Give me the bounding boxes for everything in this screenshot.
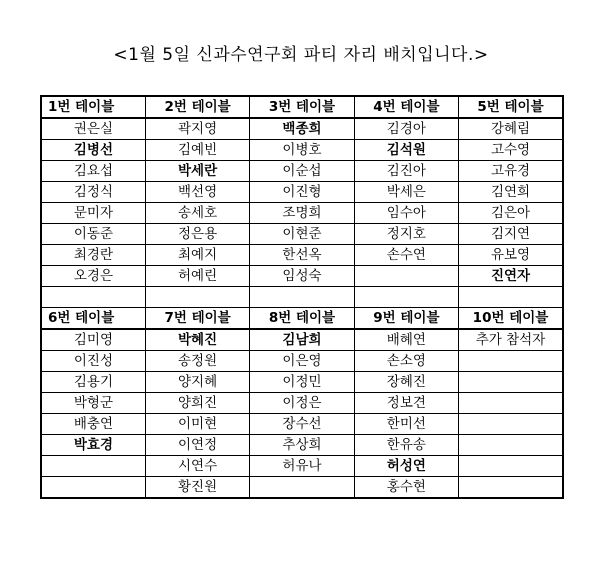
guest-cell: 이정민 bbox=[250, 372, 354, 393]
table-header-7: 7번 테이블 bbox=[145, 308, 249, 330]
guest-cell: 김진아 bbox=[354, 161, 458, 182]
guest-cell: 배혜연 bbox=[354, 329, 458, 351]
guest-cell bbox=[41, 456, 145, 477]
guest-cell: 김은아 bbox=[459, 203, 563, 224]
guest-cell: 한미선 bbox=[354, 414, 458, 435]
empty-cell bbox=[41, 287, 145, 308]
guest-cell bbox=[459, 435, 563, 456]
guest-cell: 박효경 bbox=[41, 435, 145, 456]
guest-cell bbox=[459, 414, 563, 435]
guest-cell: 홍수현 bbox=[354, 477, 458, 499]
guest-cell: 박세란 bbox=[145, 161, 249, 182]
guest-cell: 손소영 bbox=[354, 351, 458, 372]
guest-cell: 추가 참석자 bbox=[459, 329, 563, 351]
table-header-3: 3번 테이블 bbox=[250, 96, 354, 118]
guest-cell: 정지호 bbox=[354, 224, 458, 245]
guest-cell: 정보견 bbox=[354, 393, 458, 414]
seating-table bbox=[40, 95, 564, 499]
table-row bbox=[41, 414, 563, 435]
guest-cell: 송세호 bbox=[145, 203, 249, 224]
table-row bbox=[41, 203, 563, 224]
guest-cell: 한선옥 bbox=[250, 245, 354, 266]
guest-cell: 이진형 bbox=[250, 182, 354, 203]
table-row bbox=[41, 161, 563, 182]
table-header-row bbox=[41, 308, 563, 330]
guest-cell: 김용기 bbox=[41, 372, 145, 393]
guest-cell: 이미현 bbox=[145, 414, 249, 435]
guest-cell: 장혜진 bbox=[354, 372, 458, 393]
table-row bbox=[41, 140, 563, 161]
guest-cell: 김병선 bbox=[41, 140, 145, 161]
table-header-1: 1번 테이블 bbox=[41, 96, 145, 118]
guest-cell: 임성숙 bbox=[250, 266, 354, 287]
empty-cell bbox=[459, 287, 563, 308]
guest-cell: 한유송 bbox=[354, 435, 458, 456]
guest-cell bbox=[459, 372, 563, 393]
guest-cell: 문미자 bbox=[41, 203, 145, 224]
guest-cell: 박혜진 bbox=[145, 329, 249, 351]
table-header-row bbox=[41, 96, 563, 118]
table-row bbox=[41, 477, 563, 499]
guest-cell: 김경아 bbox=[354, 118, 458, 140]
guest-cell: 최경란 bbox=[41, 245, 145, 266]
guest-cell bbox=[459, 351, 563, 372]
guest-cell: 김지연 bbox=[459, 224, 563, 245]
table-row bbox=[41, 245, 563, 266]
guest-cell: 이연정 bbox=[145, 435, 249, 456]
guest-cell: 황진원 bbox=[145, 477, 249, 499]
table-row bbox=[41, 435, 563, 456]
guest-cell: 이동준 bbox=[41, 224, 145, 245]
guest-cell bbox=[354, 266, 458, 287]
guest-cell: 김미영 bbox=[41, 329, 145, 351]
table-header-6: 6번 테이블 bbox=[41, 308, 145, 330]
guest-cell: 백선영 bbox=[145, 182, 249, 203]
empty-cell bbox=[250, 287, 354, 308]
spacer-row bbox=[41, 287, 563, 308]
guest-cell: 오경은 bbox=[41, 266, 145, 287]
table-row bbox=[41, 266, 563, 287]
guest-cell: 양희진 bbox=[145, 393, 249, 414]
table-row bbox=[41, 372, 563, 393]
guest-cell: 이정은 bbox=[250, 393, 354, 414]
guest-cell: 송정원 bbox=[145, 351, 249, 372]
guest-cell: 이진성 bbox=[41, 351, 145, 372]
guest-cell: 정은용 bbox=[145, 224, 249, 245]
guest-cell: 이은영 bbox=[250, 351, 354, 372]
table-header-10: 10번 테이블 bbox=[459, 308, 563, 330]
table-header-5: 5번 테이블 bbox=[459, 96, 563, 118]
guest-cell: 허유나 bbox=[250, 456, 354, 477]
guest-cell bbox=[41, 477, 145, 499]
guest-cell: 김정식 bbox=[41, 182, 145, 203]
guest-cell: 최예지 bbox=[145, 245, 249, 266]
guest-cell: 장수선 bbox=[250, 414, 354, 435]
guest-cell: 김남희 bbox=[250, 329, 354, 351]
table-row bbox=[41, 118, 563, 140]
guest-cell: 김연희 bbox=[459, 182, 563, 203]
guest-cell: 곽지영 bbox=[145, 118, 249, 140]
guest-cell bbox=[459, 456, 563, 477]
page-title: <1월 5일 신과수연구회 파티 자리 배치입니다.> bbox=[113, 45, 489, 65]
guest-cell: 권은실 bbox=[41, 118, 145, 140]
guest-cell: 이현준 bbox=[250, 224, 354, 245]
guest-cell: 시연수 bbox=[145, 456, 249, 477]
guest-cell: 이병호 bbox=[250, 140, 354, 161]
guest-cell bbox=[250, 477, 354, 499]
guest-cell: 박세은 bbox=[354, 182, 458, 203]
guest-cell: 김요섭 bbox=[41, 161, 145, 182]
guest-cell: 허예린 bbox=[145, 266, 249, 287]
table-row bbox=[41, 456, 563, 477]
guest-cell: 배충연 bbox=[41, 414, 145, 435]
table-row bbox=[41, 182, 563, 203]
guest-cell: 박형군 bbox=[41, 393, 145, 414]
guest-cell: 허성연 bbox=[354, 456, 458, 477]
guest-cell: 백종희 bbox=[250, 118, 354, 140]
guest-cell bbox=[459, 477, 563, 499]
guest-cell: 고수영 bbox=[459, 140, 563, 161]
table-row bbox=[41, 224, 563, 245]
table-header-2: 2번 테이블 bbox=[145, 96, 249, 118]
guest-cell: 추상희 bbox=[250, 435, 354, 456]
guest-cell: 진연자 bbox=[459, 266, 563, 287]
guest-cell bbox=[459, 393, 563, 414]
guest-cell: 강혜림 bbox=[459, 118, 563, 140]
guest-cell: 유보영 bbox=[459, 245, 563, 266]
empty-cell bbox=[354, 287, 458, 308]
table-row bbox=[41, 393, 563, 414]
table-header-8: 8번 테이블 bbox=[250, 308, 354, 330]
guest-cell: 임수아 bbox=[354, 203, 458, 224]
empty-cell bbox=[145, 287, 249, 308]
guest-cell: 양지혜 bbox=[145, 372, 249, 393]
guest-cell: 손수연 bbox=[354, 245, 458, 266]
guest-cell: 김예빈 bbox=[145, 140, 249, 161]
guest-cell: 고유경 bbox=[459, 161, 563, 182]
table-header-4: 4번 테이블 bbox=[354, 96, 458, 118]
table-row bbox=[41, 329, 563, 351]
guest-cell: 조명희 bbox=[250, 203, 354, 224]
table-header-9: 9번 테이블 bbox=[354, 308, 458, 330]
guest-cell: 이순섭 bbox=[250, 161, 354, 182]
guest-cell: 김석원 bbox=[354, 140, 458, 161]
table-row bbox=[41, 351, 563, 372]
